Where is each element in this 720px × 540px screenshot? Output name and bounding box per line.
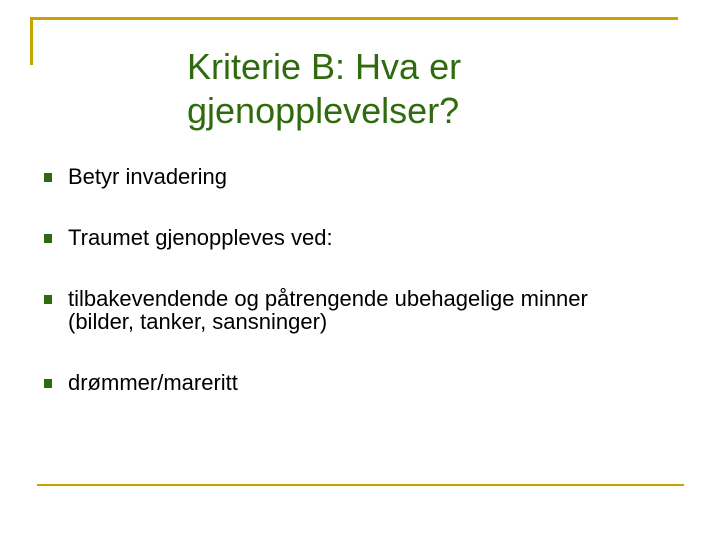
bullet-item [44,287,664,333]
square-bullet-icon [44,173,52,182]
bullet-text: Traumet gjenoppleves ved: [68,225,333,250]
slide-title: Kriterie B: Hva er gjenopplevelser? [187,46,462,131]
frame-bottom-border [37,484,684,486]
bullet-text: Betyr invadering [68,164,227,189]
bullet-item [44,226,664,249]
square-bullet-icon [44,234,52,243]
square-bullet-icon [44,379,52,388]
bullet-text: tilbakevendende og påtrengende ubehagelige minner (bilder, tanker, sansninger) [68,286,588,334]
frame-top-border [30,17,678,20]
frame-left-border [30,17,33,65]
bullet-item [44,371,664,394]
bullet-text: drømmer/mareritt [68,370,238,395]
square-bullet-icon [44,295,52,304]
bullet-item [44,165,664,188]
